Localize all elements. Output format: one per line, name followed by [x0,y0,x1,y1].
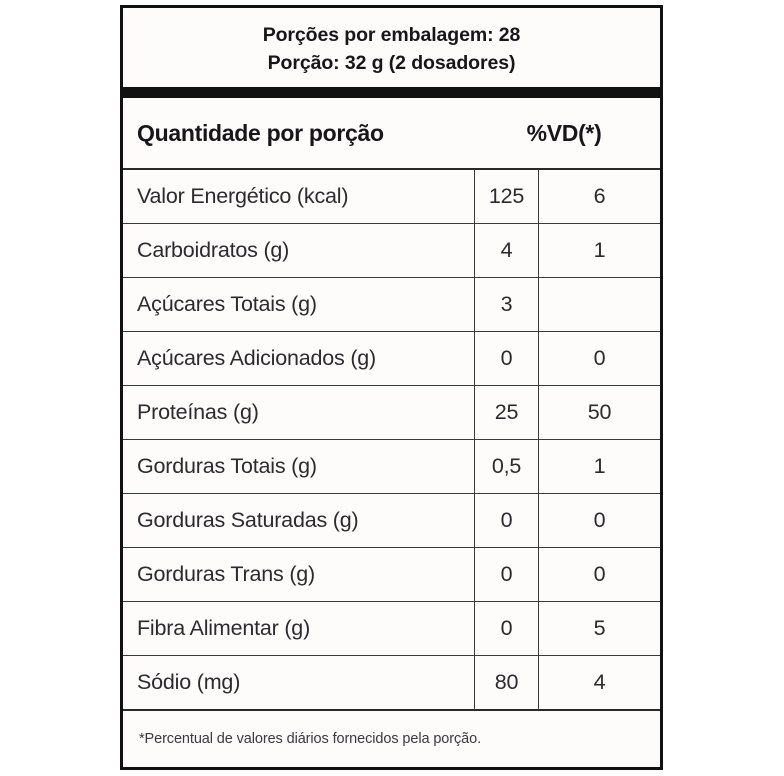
nutrient-amount: 0 [474,494,538,547]
nutrient-amount: 0 [474,602,538,655]
table-row [123,656,660,711]
table-row [123,386,660,440]
serving-information [123,8,660,87]
nutrient-name: Gorduras Totais (g) [137,454,317,479]
table-row [123,278,660,332]
nutrient-amount: 80 [474,656,538,709]
nutrient-daily-value: 0 [538,494,660,547]
nutrient-daily-value [538,278,660,331]
nutrient-name: Açúcares Totais (g) [137,292,317,317]
column-header-daily-value: %VD(*) [526,119,602,146]
table-row [123,224,660,278]
nutrient-amount: 0,5 [474,440,538,493]
nutrient-name: Fibra Alimentar (g) [137,616,311,641]
nutrient-daily-value: 1 [538,440,660,493]
nutrient-name: Gorduras Saturadas (g) [137,508,359,533]
daily-value-footnote: *Percentual de valores diários fornecidos pela porção. [139,731,481,747]
table-row [123,440,660,494]
column-header-amount-per-serving: Quantidade por porção [137,119,384,146]
nutrient-name: Açúcares Adicionados (g) [137,346,376,371]
nutrient-daily-value: 5 [538,602,660,655]
nutrient-name: Carboidratos (g) [137,238,290,263]
nutrient-amount: 0 [474,332,538,385]
nutrient-daily-value: 1 [538,224,660,277]
table-row [123,602,660,656]
nutrient-daily-value: 4 [538,656,660,709]
thick-separator-bar [123,87,660,98]
nutrient-rows [123,170,660,711]
servings-per-package: Porções por embalagem: 28 [262,24,521,46]
nutrient-amount: 125 [474,170,538,223]
table-row [123,494,660,548]
nutrient-daily-value: 6 [538,170,660,223]
nutrient-amount: 3 [474,278,538,331]
table-header-row [123,98,660,170]
table-row [123,170,660,224]
nutrient-amount: 25 [474,386,538,439]
nutrient-name: Valor Energético (kcal) [137,184,349,209]
serving-size: Porção: 32 g (2 dosadores) [267,51,516,74]
table-row [123,332,660,386]
nutrient-name: Gorduras Trans (g) [137,562,316,587]
nutrient-name: Proteínas (g) [137,400,259,425]
nutrient-daily-value: 0 [538,548,660,601]
nutrient-daily-value: 0 [538,332,660,385]
nutrient-amount: 4 [474,224,538,277]
nutrient-daily-value: 50 [538,386,660,439]
nutrition-facts-table [120,5,663,770]
nutrient-name: Sódio (mg) [137,670,241,695]
table-row [123,548,660,602]
nutrient-amount: 0 [474,548,538,601]
